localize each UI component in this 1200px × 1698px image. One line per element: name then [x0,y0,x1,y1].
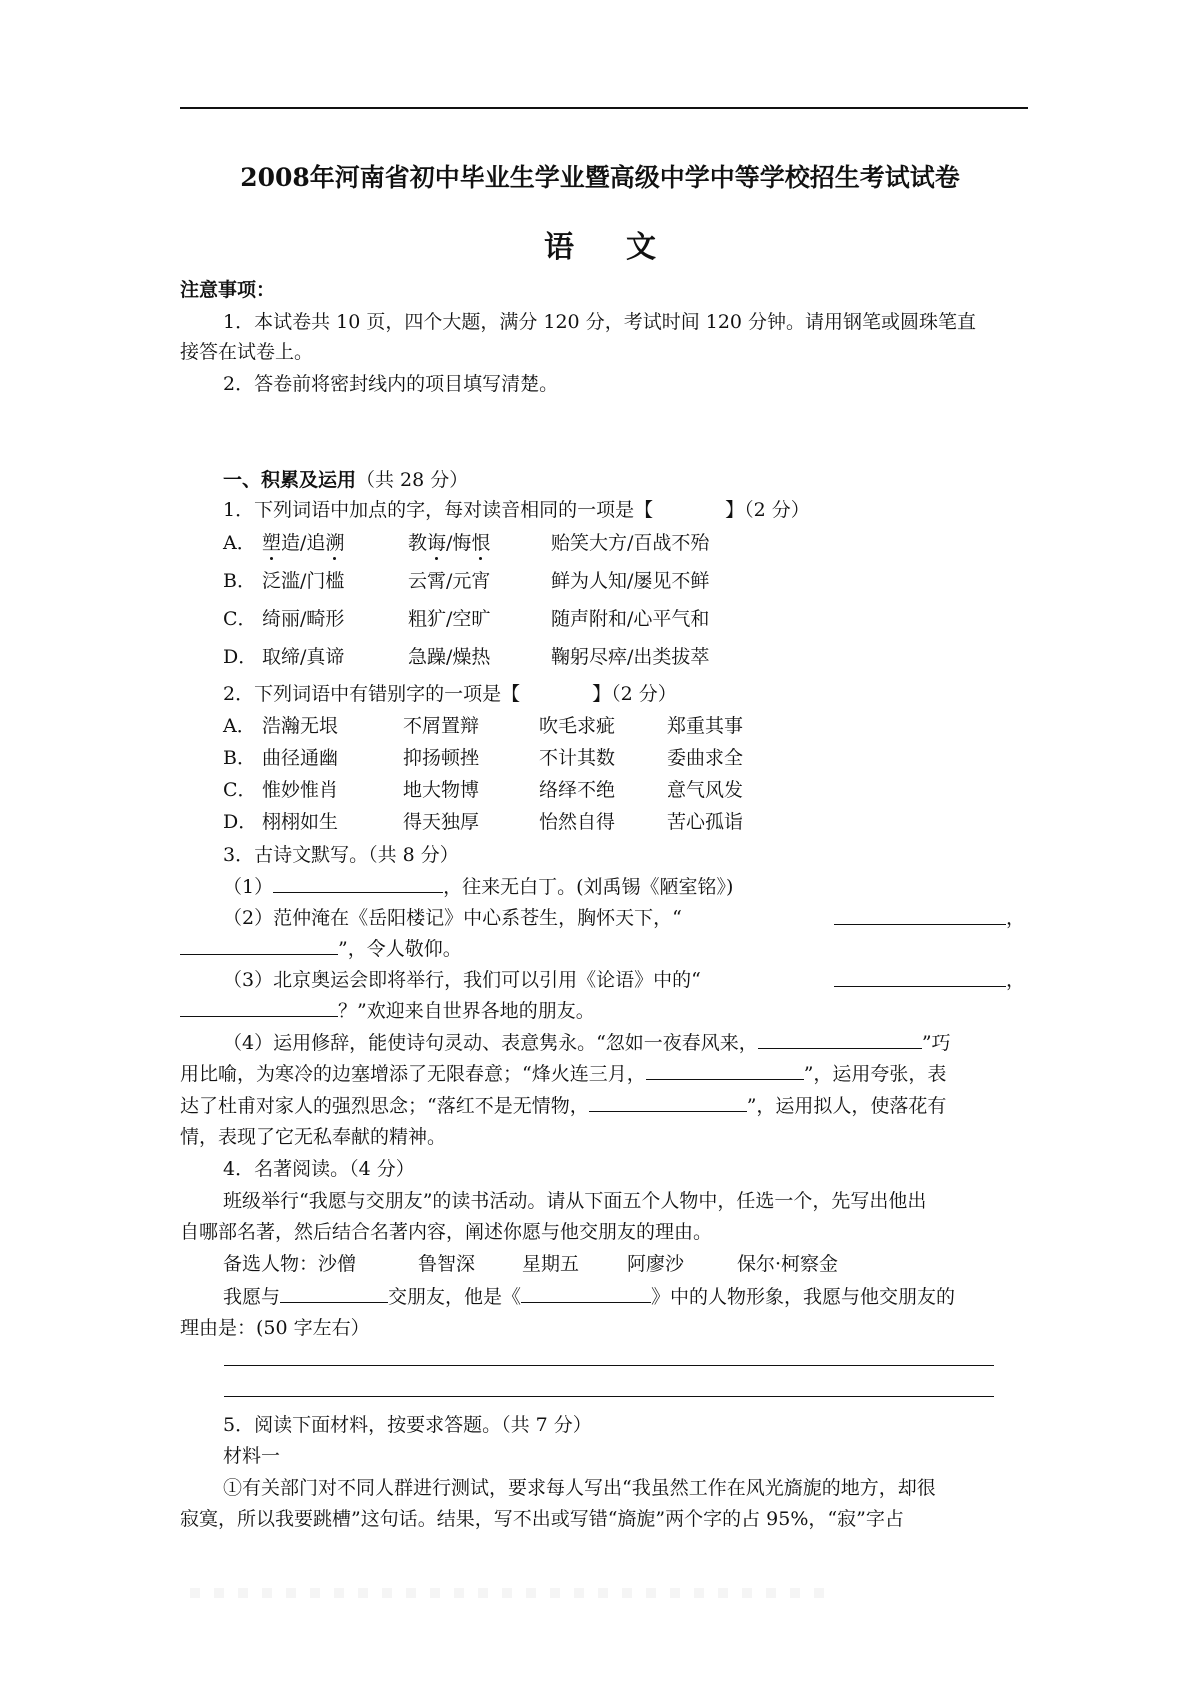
q2-b-item-3: 不计其数 [539,747,616,769]
option-label: A． [223,532,256,554]
fill-blank[interactable] [834,906,1006,925]
option-label: C． [223,608,257,630]
q1-d-word-3: 鞠躬尽瘁/出类拔萃 [551,646,710,668]
fill-blank[interactable] [758,1030,922,1049]
q1-c-word-3: 随声附和/心平气和 [551,608,710,630]
q1-a-word-3: 贻笑大方/百战不殆 [551,532,710,554]
notice-item-1: 1．本试卷共 10 页，四个大题，满分 120 分，考试时间 120 分钟。请用钢笔或圆珠笔直 [223,311,977,333]
fill-blank[interactable] [521,1284,651,1303]
fill-blank[interactable] [180,998,338,1017]
question-3-stem: 3．古诗文默写。（共 8 分） [223,844,459,866]
option-label: B． [223,747,256,769]
q2-a-item-2: 不屑置辩 [403,715,480,737]
q3-part-2-cont: ”，令人敬仰。 [180,936,462,961]
question-5-stem: 5．阅读下面材料，按要求答题。（共 7 分） [223,1414,592,1436]
answer-line[interactable] [224,1396,994,1397]
q1-a-word-1: 塑造/追溯 [262,532,345,554]
q5-paragraph-line-1: ①有关部门对不同人群进行测试，要求每人写出“我虽然工作在风光旖旎的地方，却很 [223,1477,936,1499]
q1-d-word-2: 急躁/燥热 [408,646,491,668]
q3-part-3: （3）北京奥运会即将举行，我们可以引用《论语》中的“ ， [223,969,1025,991]
q2-b-item-1: 曲径通幽 [262,747,339,769]
q3-part-2: （2）范仲淹在《岳阳楼记》中心系苍生，胸怀天下，“ ， [223,907,1025,929]
q2-b-item-4: 委曲求全 [667,747,744,769]
q2-stem-text: 2．下列词语中有错别字的一项是【 [223,683,521,705]
option-label: C． [223,779,257,801]
q1-stem-text: 1．下列词语中加点的字，每对读音相同的一项是【 [223,499,654,521]
answer-line[interactable] [224,1365,994,1366]
option-label: D． [223,646,258,668]
question-1-stem [223,498,810,522]
fill-blank[interactable] [180,936,338,955]
q4-answer-line-2: 理由是：(50 字左右） [180,1317,370,1339]
candidate: 星期五 [522,1253,580,1275]
q4-body-line-2: 自哪部名著，然后结合名著内容，阐述你愿与他交朋友的理由。 [180,1221,713,1243]
q1-a-word-2: 教诲/悔恨 [408,532,491,554]
section-1-title: 一、积累及运用 [223,469,357,491]
fill-blank[interactable] [280,1284,388,1303]
q2-a-item-1: 浩瀚无垠 [262,715,339,737]
q1-b-word-1: 泛滥/门槛 [262,570,345,592]
q2-c-item-2: 地大物博 [403,779,480,801]
q2-d-item-2: 得天独厚 [403,811,480,833]
q1-b-word-2: 云霄/元宵 [408,570,491,592]
faint-bleed-through [190,1588,830,1598]
option-label: D． [223,811,258,833]
q2-d-item-3: 怡然自得 [539,811,616,833]
candidate: 阿廖沙 [627,1253,685,1275]
fill-blank[interactable] [589,1093,747,1112]
q1-score: 】（2 分） [725,499,810,521]
q1-c-word-1: 绮丽/畸形 [262,608,345,630]
q2-c-item-3: 络绎不绝 [539,779,616,801]
question-4-stem: 4．名著阅读。（4 分） [223,1158,415,1180]
exam-title: 2008年河南省初中毕业生学业暨高级中学中等学校招生考试试卷 [240,163,960,192]
section-1-score: （共 28 分） [356,469,469,491]
option-label: B． [223,570,256,592]
q5-material-label: 材料一 [223,1445,281,1467]
q3-part-3-cont: ？”欢迎来自世界各地的朋友。 [180,998,595,1023]
q2-b-item-2: 抑扬顿挫 [403,747,480,769]
notice-heading: 注意事项： [180,279,276,301]
candidates-label: 备选人物：沙僧 [223,1253,357,1275]
section-1-heading [223,468,468,492]
fill-blank[interactable] [646,1061,804,1080]
q3-part-4-line-1: （4）运用修辞，能使诗句灵动、表意隽永。“忽如一夜春风来， ”巧 [223,1032,951,1054]
question-2-stem [223,682,677,706]
notice-item-1-cont: 接答在试卷上。 [180,341,314,363]
q4-body-line-1: 班级举行“我愿与交朋友”的读书活动。请从下面五个人物中，任选一个，先写出他出 [223,1190,927,1212]
q1-b-word-3: 鲜为人知/屡见不鲜 [551,570,710,592]
q2-c-item-1: 惟妙惟肖 [262,779,339,801]
fill-blank[interactable] [834,968,1006,987]
q2-c-item-4: 意气风发 [667,779,744,801]
q3-part-4-line-3: 达了杜甫对家人的强烈思念；“落红不是无情物， ”，运用拟人，使落花有 [180,1095,947,1117]
subject-title: 语文 [544,230,708,265]
q1-d-word-1: 取缔/真谛 [262,646,345,668]
q2-d-item-1: 栩栩如生 [262,811,339,833]
fill-blank[interactable] [273,874,443,893]
candidate: 保尔·柯察金 [737,1253,839,1275]
q4-answer-line-1: 我愿与 交朋友，他是《 》中的人物形象，我愿与他交朋友的 [223,1286,956,1308]
q2-score: 】（2 分） [592,683,677,705]
option-label: A． [223,715,256,737]
q1-c-word-2: 粗犷/空旷 [408,608,491,630]
q3-part-4-line-2: 用比喻，为寒冷的边塞增添了无限春意；“烽火连三月， ”，运用夸张，表 [180,1063,947,1085]
q3-part-1: （1） ，往来无白丁。(刘禹锡《陋室铭》) [223,876,734,898]
q2-a-item-4: 郑重其事 [667,715,744,737]
q3-part-4-line-4: 情，表现了它无私奉献的精神。 [180,1126,447,1148]
header-rule [180,107,1028,109]
q2-a-item-3: 吹毛求疵 [539,715,616,737]
notice-item-2: 2．答卷前将密封线内的项目填写清楚。 [223,373,559,395]
q5-paragraph-line-2: 寂寞，所以我要跳槽”这句话。结果，写不出或写错“旖旎”两个字的占 95%，“寂”字占 [180,1508,904,1530]
candidate: 鲁智深 [418,1253,476,1275]
q2-d-item-4: 苦心孤诣 [667,811,744,833]
